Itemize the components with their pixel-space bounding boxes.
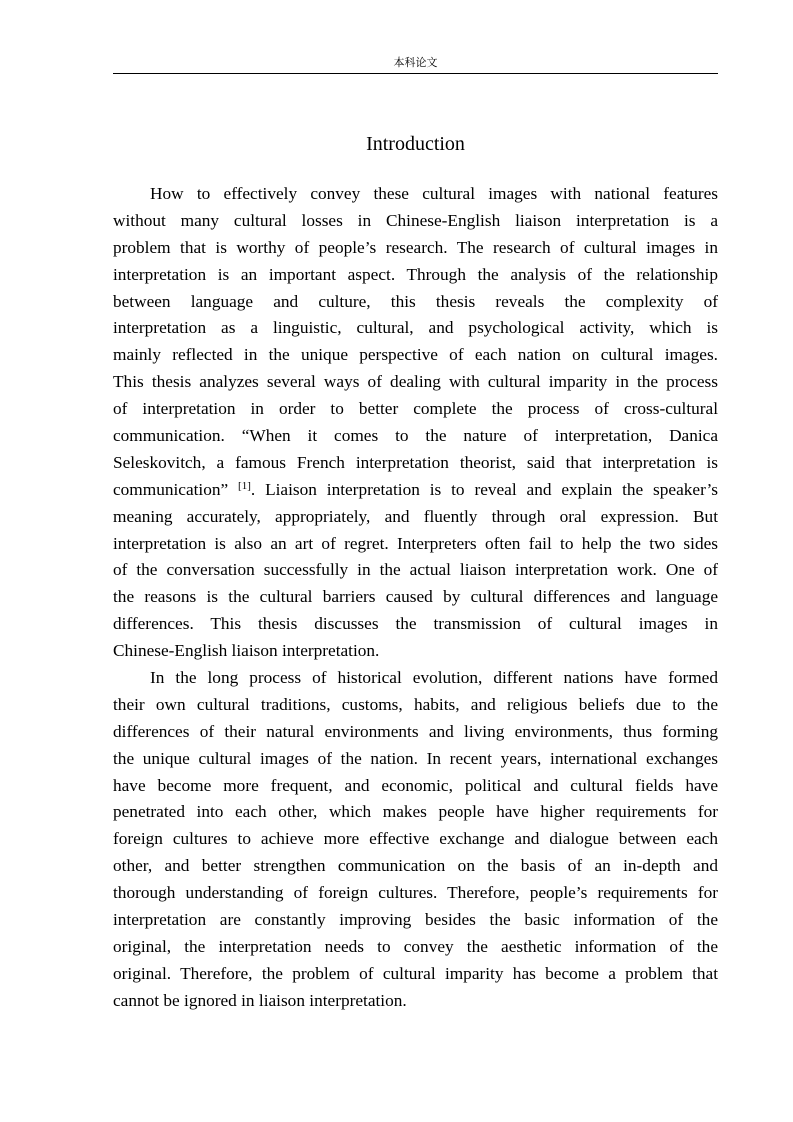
text-line: have become more frequent, and economic, political and cultural fields have	[113, 775, 718, 795]
text-line: mainly reflected in the unique perspective of each nation on cultural images.	[113, 345, 718, 365]
paragraph-1	[113, 181, 718, 665]
header-divider	[113, 73, 718, 74]
text-line: In the long process of historical evolution, different nations have formed	[150, 668, 718, 688]
text-line: interpretation is an important aspect. Through the analysis of the relationship	[113, 264, 718, 284]
text-line: original. Therefore, the problem of cultural imparity has become a problem that	[113, 963, 718, 983]
text-line: their own cultural traditions, customs, habits, and religious beliefs due to the	[113, 694, 718, 714]
text-line: How to effectively convey these cultural images with national features	[150, 184, 718, 203]
text-line: communication. “When it comes to the nature of interpretation, Danica	[113, 426, 718, 446]
text-line: thorough understanding of foreign cultures. Therefore, people’s requirements for	[113, 883, 718, 903]
text-line: the unique cultural images of the nation. In recent years, international exchanges	[113, 748, 718, 768]
text-line: interpretation as a linguistic, cultural, and psychological activity, which is	[113, 318, 718, 338]
text-line: Chinese-English liaison interpretation.	[113, 641, 380, 661]
section-title: Introduction	[366, 133, 465, 155]
text-line: Seleskovitch, a famous French interpretation theorist, said that interpretation is	[113, 452, 718, 472]
text-line: the reasons is the cultural barriers caused by cultural differences and language	[113, 587, 718, 607]
text-line: original, the interpretation needs to convey the aesthetic information of the	[113, 936, 718, 956]
citation-reference[interactable]: [1]	[238, 479, 251, 492]
text-line: differences. This thesis discusses the transmission of cultural images in	[113, 614, 718, 634]
text-line: of the conversation successfully in the actual liaison interpretation work. One of	[113, 560, 718, 580]
text-line: of interpretation in order to better complete the process of cross-cultural	[113, 399, 718, 419]
text-line: This thesis analyzes several ways of dealing with cultural imparity in the process	[113, 372, 718, 392]
text-segment: . Liaison interpretation is to reveal and explain the speaker’s	[250, 479, 718, 499]
text-line: other, and better strengthen communication on the basis of an in-depth and	[113, 856, 718, 876]
text-line: differences of their natural environments and living environments, thus forming	[113, 721, 718, 741]
text-line: cannot be ignored in liaison interpretation.	[113, 990, 407, 1010]
text-line: interpretation are constantly improving besides the basic information of the	[113, 910, 718, 930]
text-line: meaning accurately, appropriately, and fluently through oral expression. But	[113, 506, 718, 526]
text-line-with-citation	[113, 477, 718, 504]
text-line: foreign cultures to achieve more effective exchange and dialogue between each	[113, 829, 718, 849]
text-segment: communication”	[113, 479, 229, 499]
text-line: penetrated into each other, which makes people have higher requirements for	[113, 802, 718, 822]
body-text	[113, 181, 718, 1015]
text-line: without many cultural losses in Chinese-English liaison interpretation is a	[113, 210, 718, 230]
text-line: between language and culture, this thesis reveals the complexity of	[113, 291, 718, 311]
paragraph-2	[113, 665, 718, 1015]
text-line: interpretation is also an art of regret. Interpreters often fail to help the two sides	[113, 533, 718, 553]
page-header: 本科论文	[393, 56, 438, 69]
text-line: problem that is worthy of people’s research. The research of cultural images in	[113, 237, 718, 257]
